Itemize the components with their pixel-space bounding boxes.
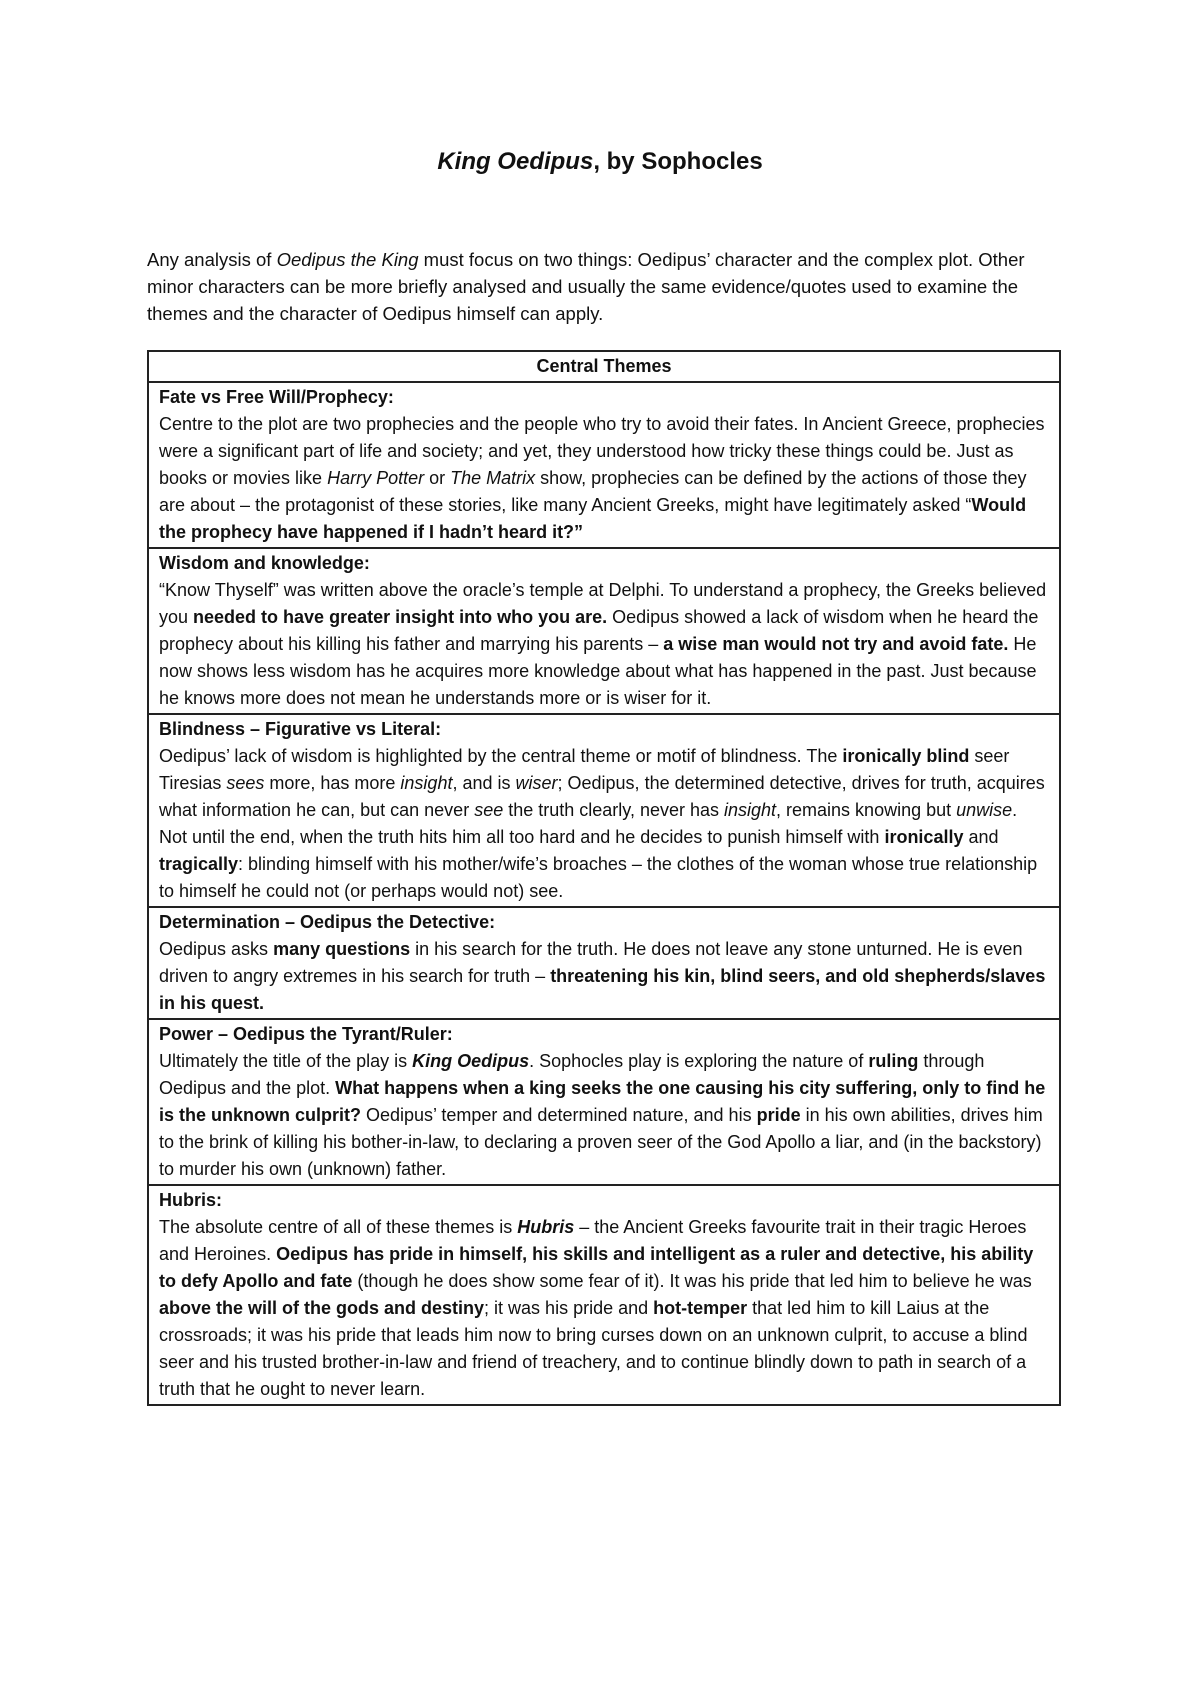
title-rest: , by Sophocles <box>593 148 763 175</box>
theme-italic: see <box>474 800 504 820</box>
theme-text: that led him to kill Laius at the crossroads; it was his pride that leads him now to bring curses down on an unknown culprit, to accuse a blind seer and his trusted brother-in-law and friend of treachery, and to continue blindly down to path in search of a truth that he ought to never learn. <box>159 1298 1028 1399</box>
theme-text: through Oedipus and the plot. <box>159 1051 985 1098</box>
theme-text: : blinding himself with his mother/wife’s broaches – the clothes of the woman whose true relationship to himself he could not (or perhaps would not) see. <box>159 854 1038 901</box>
theme-text: . Sophocles play is exploring the nature of <box>529 1051 869 1071</box>
theme-italic: The Matrix <box>450 468 536 488</box>
theme-italic: sees <box>226 773 265 793</box>
theme-title: Power – Oedipus the Tyrant/Ruler: <box>159 1024 453 1044</box>
theme-bold-italic: Hubris <box>517 1217 575 1237</box>
theme-text: “Know Thyself” was written above the oracle’s temple at Delphi. To understand a prophecy, the Greeks believed you <box>159 580 1047 627</box>
theme-row-hubris <box>148 1185 1060 1405</box>
theme-bold: ironically blind <box>842 746 970 766</box>
page-title <box>0 148 1200 176</box>
theme-text: in his search for the truth. He does not leave any stone unturned. He is even driven to angry extremes in his search for truth – <box>159 939 1023 986</box>
theme-text: the truth clearly, never has <box>503 800 724 820</box>
theme-text: more, has more <box>264 773 401 793</box>
theme-title: Hubris: <box>159 1190 222 1210</box>
theme-title: Fate vs Free Will/Prophecy: <box>159 387 394 407</box>
theme-title: Blindness – Figurative vs Literal: <box>159 719 442 739</box>
theme-text: Oedipus’ lack of wisdom is highlighted by the central theme or motif of blindness. The <box>159 746 843 766</box>
theme-row-blindness <box>148 714 1060 907</box>
theme-text: seer Tiresias <box>159 746 1010 793</box>
theme-text: or <box>424 468 451 488</box>
theme-row-wisdom <box>148 548 1060 714</box>
theme-bold: threatening his kin, blind seers, and old shepherds/slaves in his quest. <box>159 966 1046 1013</box>
theme-bold-italic: King Oedipus <box>412 1051 530 1071</box>
theme-text: . Not until the end, when the truth hits him all too hard and he decides to punish himself with <box>159 800 1018 847</box>
theme-italic: Harry Potter <box>327 468 425 488</box>
central-themes-table <box>147 350 1061 1406</box>
theme-cell <box>148 548 1060 714</box>
theme-bold: many questions <box>273 939 411 959</box>
theme-text: Oedipus showed a lack of wisdom when he heard the prophecy about his killing his father and marrying his parents – <box>159 607 1039 654</box>
theme-italic: wiser <box>515 773 558 793</box>
theme-bold: pride <box>756 1105 801 1125</box>
theme-text: , and is <box>452 773 516 793</box>
theme-text: ; Oedipus, the determined detective, drives for truth, acquires what information he can, but can never <box>159 773 1045 820</box>
theme-title: Wisdom and knowledge: <box>159 553 370 573</box>
theme-bold: hot-temper <box>653 1298 748 1318</box>
theme-text: Centre to the plot are two prophecies and the people who try to avoid their fates. In Ancient Greece, prophecies were a significant part of life and society; and yet, they understood how tricky these things could be. Just as books or movies like <box>159 414 1045 488</box>
table-header: Central Themes <box>148 351 1060 382</box>
theme-bold: ironically <box>884 827 964 847</box>
theme-text: in his own abilities, drives him to the brink of killing his bother-in-law, to declaring a proven seer of the God Apollo a liar, and (in the backstory) to murder his own (unknown) father. <box>159 1105 1043 1179</box>
theme-cell <box>148 382 1060 548</box>
intro-play-title: Oedipus the King <box>276 249 419 270</box>
theme-cell <box>148 1019 1060 1185</box>
intro-text: must focus on two things: Oedipus’ character and the complex plot. Other minor characters can be more briefly analysed and usually the same evidence/quotes used to examine the themes and the character of Oedipus himself can apply. <box>147 249 1025 324</box>
theme-text: The absolute centre of all of these themes is <box>159 1217 518 1237</box>
theme-text: , remains knowing but <box>776 800 957 820</box>
theme-bold: a wise man would not try and avoid fate. <box>663 634 1009 654</box>
theme-italic: insight <box>400 773 453 793</box>
theme-text: ; it was his pride and <box>484 1298 654 1318</box>
theme-bold: ruling <box>868 1051 919 1071</box>
theme-text: Oedipus’ temper and determined nature, and his <box>361 1105 757 1125</box>
intro-paragraph <box>147 246 1067 327</box>
theme-italic: unwise <box>956 800 1013 820</box>
theme-row-fate <box>148 382 1060 548</box>
theme-italic: insight <box>724 800 777 820</box>
table-header-row <box>148 351 1060 382</box>
theme-text: He now shows less wisdom has he acquires more knowledge about what has happened in the past. Just because he knows more does not mean he understands more or is wiser for it. <box>159 634 1037 708</box>
intro-text: Any analysis of <box>147 249 277 270</box>
theme-bold: Oedipus has pride in himself, his skills and intelligent as a ruler and detective, his ability to defy Apollo and fate <box>159 1244 1034 1291</box>
theme-text: show, prophecies can be defined by the actions of those they are about – the protagonist of these stories, like many Ancient Greeks, might have legitimately asked “ <box>159 468 1027 515</box>
theme-text: (though he does show some fear of it). It was his pride that led him to believe he was <box>352 1271 1032 1291</box>
theme-row-determination <box>148 907 1060 1019</box>
theme-bold: needed to have greater insight into who you are. <box>193 607 608 627</box>
theme-bold: above the will of the gods and destiny <box>159 1298 485 1318</box>
theme-title: Determination – Oedipus the Detective: <box>159 912 496 932</box>
theme-row-power <box>148 1019 1060 1185</box>
theme-text: Ultimately the title of the play is <box>159 1051 413 1071</box>
theme-bold: What happens when a king seeks the one causing his city suffering, only to find he is the unknown culprit? <box>159 1078 1046 1125</box>
theme-text: Oedipus asks <box>159 939 274 959</box>
title-work: King Oedipus <box>437 148 594 175</box>
theme-cell <box>148 714 1060 907</box>
theme-text: and <box>963 827 999 847</box>
theme-bold: tragically <box>159 854 239 874</box>
theme-text: – the Ancient Greeks favourite trait in their tragic Heroes and Heroines. <box>159 1217 1027 1264</box>
theme-bold: Would the prophecy have happened if I hadn’t heard it?” <box>159 495 1027 542</box>
theme-cell <box>148 907 1060 1019</box>
theme-cell <box>148 1185 1060 1405</box>
